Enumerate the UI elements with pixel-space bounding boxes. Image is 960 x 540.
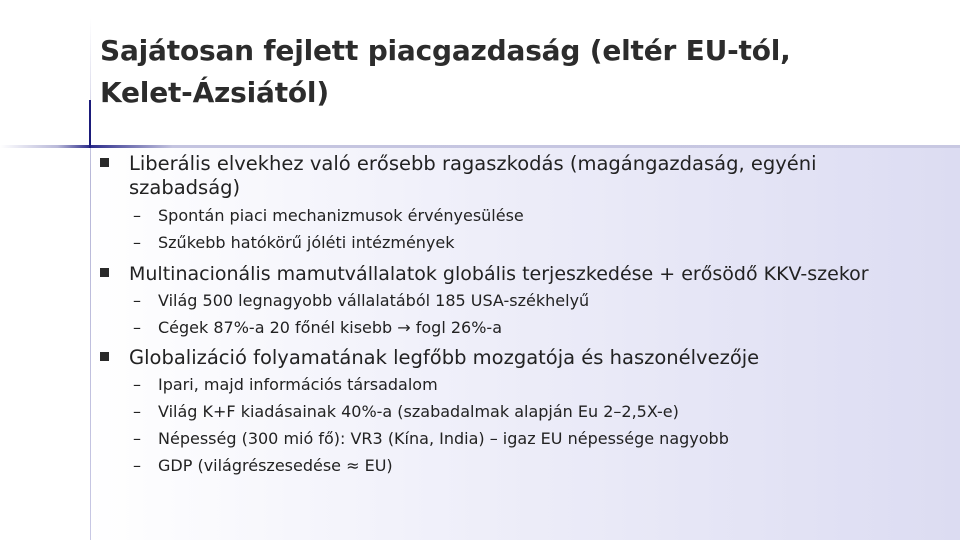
sub-item-text: Világ K+F kiadásainak 40%-a (szabadalmak alapján Eu 2–2,5X-e) <box>158 402 679 421</box>
horizontal-rule <box>0 145 960 148</box>
square-bullet-icon <box>100 268 109 277</box>
sub-item-text: Spontán piaci mechanizmusok érvényesülése <box>158 206 524 225</box>
sub-item-text: Ipari, majd információs társadalom <box>158 375 438 394</box>
bullet-text-line: Globalizáció folyamatának legfőbb mozgatója és haszonélvezője <box>129 346 760 369</box>
bullet-text-line: Multinacionális mamutvállalatok globális terjeszkedése + erősödő KKV-szekor <box>129 263 869 285</box>
bullet-text <box>129 346 759 370</box>
slide-title-line-1: Sajátosan fejlett piacgazdaság (eltér EU-tól, <box>100 34 791 67</box>
square-bullet-icon <box>100 158 109 167</box>
dash-bullet-icon: – <box>133 318 141 337</box>
bullet-text-line: szabadság) <box>129 176 241 199</box>
sub-item-text: Cégek 87%-a 20 főnél kisebb → fogl 26%-a <box>158 318 503 337</box>
vertical-rule <box>90 18 91 540</box>
dash-bullet-icon: – <box>133 402 141 421</box>
sub-item-text: Világ 500 legnagyobb vállalatából 185 USA-székhelyű <box>158 291 590 310</box>
slide-title-line-2: Kelet-Ázsiától) <box>100 76 329 109</box>
dash-bullet-icon: – <box>133 233 141 252</box>
square-bullet-icon <box>100 352 109 361</box>
dash-bullet-icon: – <box>133 375 141 394</box>
dash-bullet-icon: – <box>133 206 141 225</box>
sub-item-text: GDP (világrészesedése ≈ EU) <box>158 456 393 475</box>
bullet-text-line: Liberális elvekhez való erősebb ragaszkodás (magángazdaság, egyéni <box>129 152 817 175</box>
sub-item-text: Népesség (300 mió fő): VR3 (Kína, India) – igaz EU népessége nagyobb <box>158 429 729 448</box>
slide-title <box>100 30 940 114</box>
sub-item-text: Szűkebb hatókörű jóléti intézmények <box>158 233 455 252</box>
vertical-rule-accent <box>89 100 91 148</box>
bullet-text <box>129 152 817 200</box>
dash-bullet-icon: – <box>133 456 141 475</box>
dash-bullet-icon: – <box>133 291 141 310</box>
bullet-text <box>129 262 869 286</box>
dash-bullet-icon: – <box>133 429 141 448</box>
